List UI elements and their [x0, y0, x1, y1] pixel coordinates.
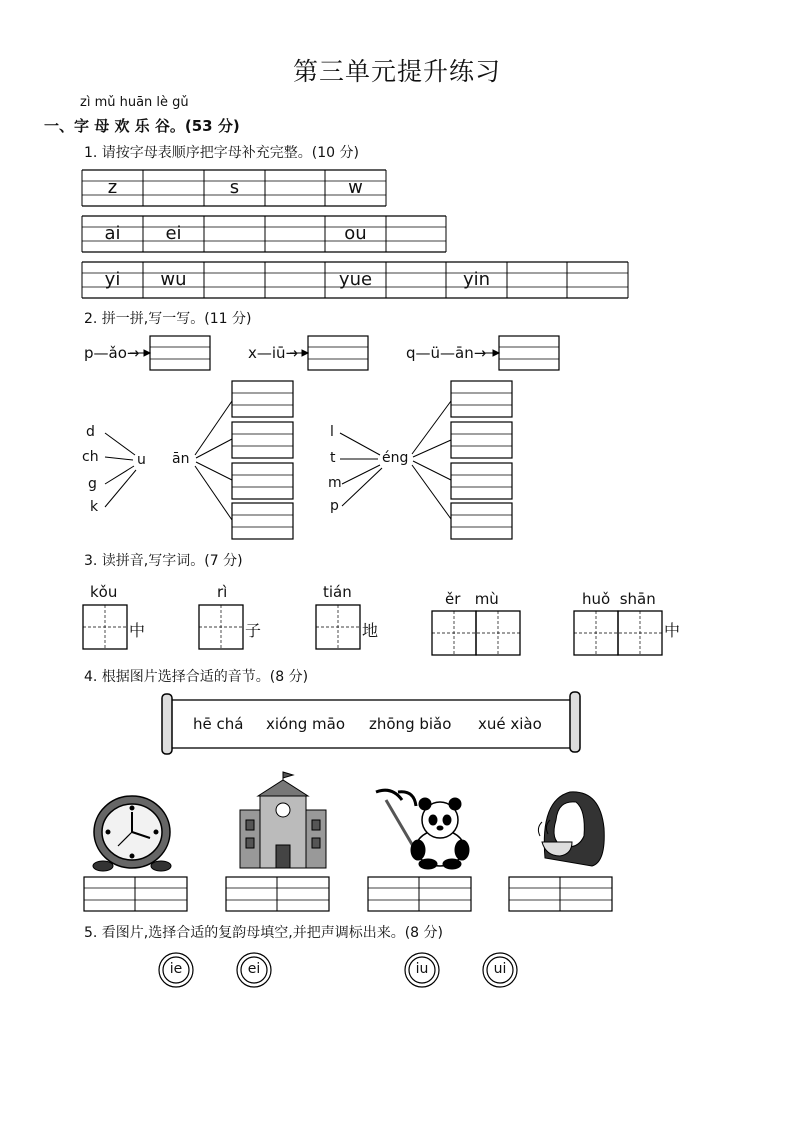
q2-right-initial: p: [330, 498, 339, 514]
q2-right-final: éng: [382, 450, 409, 466]
q1-row1-cell: s: [229, 177, 240, 198]
q3-suffix: 中: [129, 621, 146, 640]
q3-suffix: 子: [245, 621, 262, 640]
q5-option: ui: [493, 961, 507, 977]
q4-prompt: 4. 根据图片选择合适的音节。(8 分): [84, 669, 309, 685]
panda-picture: [376, 790, 469, 869]
q2-prompt: 2. 拼一拼,写一写。(11 分): [84, 311, 252, 327]
q2-left-initial: g: [88, 476, 97, 492]
q1-row3-cell: wu: [160, 269, 187, 290]
q4-answer-boxes: [84, 877, 612, 911]
q5-option: iu: [415, 961, 429, 977]
q5-option: ie: [169, 961, 183, 977]
clock-picture: [93, 796, 171, 871]
page-title: 第三单元提升练习: [292, 57, 501, 86]
q2-combo-1: p—ǎo→: [84, 344, 140, 362]
q2-right-initial: m: [328, 475, 342, 491]
q2-right-initial: t: [330, 450, 336, 466]
q5-prompt: 5. 看图片,选择合适的复韵母填空,并把声调标出来。(8 分): [84, 925, 443, 941]
q3-pinyin: tián: [323, 583, 352, 601]
q1-row2-cell: ai: [104, 223, 121, 244]
q2-right-initial: l: [330, 424, 334, 440]
q2-right-boxes: [451, 381, 512, 539]
q2-left-tree-lines: [105, 401, 232, 520]
section1-pinyin: zì mǔ huān lè gǔ: [80, 95, 189, 110]
section1-heading: 一、字 母 欢 乐 谷。(53 分): [44, 117, 240, 135]
q3-pinyin: ěr mù: [445, 590, 499, 608]
tea-drinker-picture: [538, 792, 604, 866]
q1-row3-cell: yin: [462, 269, 491, 290]
q2-combo-3: q—ü—ān→: [406, 344, 487, 362]
q1-row2-cell: ou: [344, 223, 367, 244]
q2-left-medial: u: [137, 452, 146, 468]
q2-combo-2: x—iū→: [248, 344, 299, 362]
q2-left-final: ān: [172, 451, 190, 467]
q2-left-boxes: [232, 381, 293, 539]
q4-option: zhōng biǎo: [369, 715, 452, 733]
q1-row2-cell: ei: [165, 223, 182, 244]
q5-flower-badges: [159, 953, 517, 987]
q2-left-initial: k: [90, 499, 99, 515]
school-picture: [240, 772, 326, 868]
q3-pinyin: huǒ shān: [582, 590, 656, 608]
q5-option: ei: [247, 961, 261, 977]
q3-prompt: 3. 读拼音,写字词。(7 分): [84, 553, 243, 569]
q3-pinyin: kǒu: [90, 583, 118, 601]
q4-option: xióng māo: [266, 715, 345, 733]
q1-row3-cell: yi: [104, 269, 121, 290]
q2-left-initial: ch: [82, 449, 99, 465]
q3-pinyin: rì: [217, 583, 228, 601]
q1-prompt: 1. 请按字母表顺序把字母补充完整。(10 分): [84, 145, 359, 161]
q1-row1-cell: w: [348, 177, 363, 198]
q1-row1-cell: z: [107, 177, 118, 198]
q4-option: hē chá: [193, 715, 244, 733]
q3-suffix: 中: [664, 621, 681, 640]
q4-option: xué xiào: [478, 715, 542, 733]
q2-left-initial: d: [86, 424, 95, 440]
q3-suffix: 地: [362, 621, 379, 640]
q1-row3-cell: yue: [338, 269, 373, 290]
